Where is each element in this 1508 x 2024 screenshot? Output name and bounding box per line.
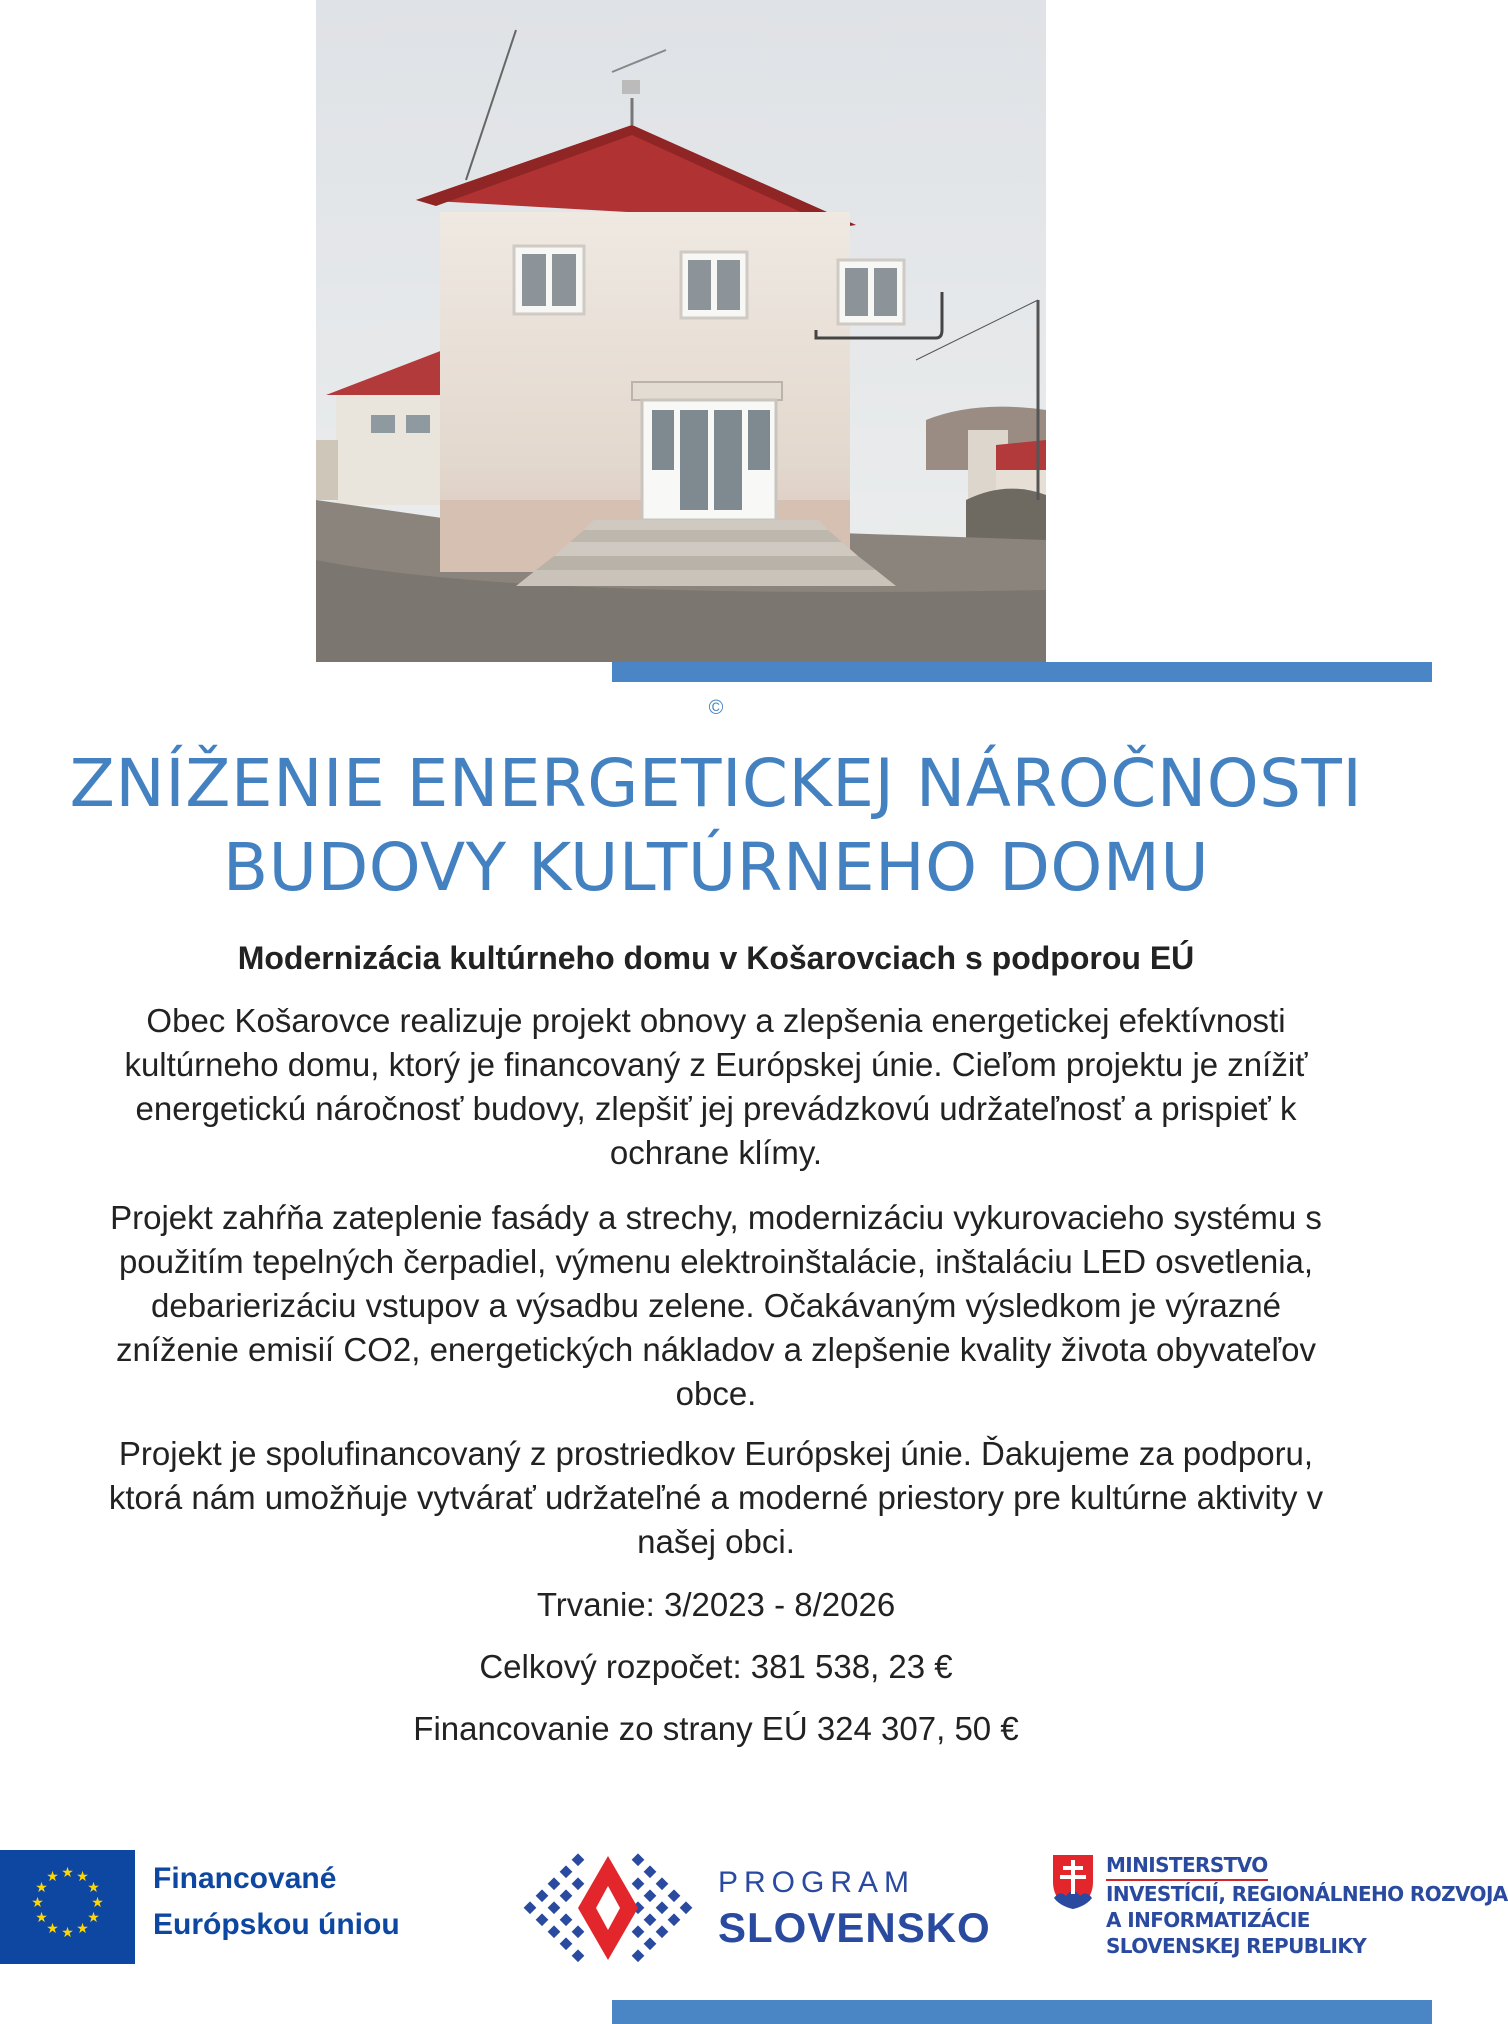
- svg-text:★: ★: [87, 1880, 100, 1896]
- ministry-label: [1106, 1852, 1508, 1959]
- svg-text:★: ★: [31, 1895, 44, 1911]
- svg-text:★: ★: [61, 1865, 74, 1881]
- svg-text:★: ★: [76, 1921, 89, 1937]
- ministry-line-2: INVESTÍCIÍ, REGIONÁLNEHO ROZVOJA: [1106, 1882, 1508, 1906]
- program-slovensko-logo: [516, 1848, 706, 1970]
- ministry-line-3: A INFORMATIZÁCIE: [1106, 1908, 1310, 1932]
- ministry-line-4: SLOVENSKEJ REPUBLIKY: [1106, 1934, 1367, 1958]
- copyright-mark: ©: [708, 697, 724, 719]
- svg-text:★: ★: [91, 1895, 104, 1911]
- svg-text:★: ★: [76, 1869, 89, 1885]
- duration-text: Trvanie: 3/2023 - 8/2026: [536, 1586, 896, 1623]
- svg-text:★: ★: [35, 1910, 48, 1926]
- slovensko-label: SLOVENSKO: [718, 1904, 991, 1951]
- title-line-1: ZNÍŽENIE ENERGETICKEJ NÁROČNOSTI: [69, 745, 1363, 822]
- eu-flag-icon: [0, 1850, 135, 1964]
- svg-text:★: ★: [46, 1921, 59, 1937]
- svg-text:★: ★: [87, 1910, 100, 1926]
- budget-text: Celkový rozpočet: 381 538, 23 €: [479, 1648, 953, 1685]
- subtitle: Modernizácia kultúrneho domu v Košarovciach s podporou EÚ: [237, 940, 1195, 976]
- slovak-coat-of-arms-icon: [1050, 1852, 1096, 1912]
- program-label: PROGRAM: [718, 1866, 916, 1899]
- eu-label-line-2: Európskou úniou: [153, 1908, 400, 1941]
- accent-bar-top: [612, 662, 1432, 682]
- paragraph-intro: Obec Košarovce realizuje projekt obnovy a zlepšenia energetickej efektívnosti kultúrneho domu, ktorý je financovaný z Európskej únie. Cieľom projektu je znížiť energetickú náročnosť budovy, zlepšiť jej prevádzkovú udržateľnosť a prispieť k ochrane klímy.: [124, 1002, 1308, 1171]
- paragraph-thanks: Projekt je spolufinancovaný z prostriedkov Európskej únie. Ďakujeme za podporu, ktorá nám umožňuje vytvárať udržateľné a moderné priestory pre kultúrne aktivity v našej obci.: [108, 1435, 1324, 1560]
- page-title: [40, 742, 1392, 910]
- eu-funding-label: [153, 1856, 453, 1948]
- paragraph-scope: Projekt zahŕňa zateplenie fasády a strechy, modernizáciu vykurovacieho systému s použitím tepelných čerpadiel, výmenu elektroinštalácie, inštaláciu LED osvetlenia, debarierizáciu vstupov a výsadbu zelene. Očakávaným výsledkom je výrazné zníženie emisií CO2, energetických nákladov a zlepšenie kvality života obyvateľov obce.: [110, 1199, 1322, 1412]
- title-line-2: BUDOVY KULTÚRNEHO DOMU: [222, 829, 1210, 906]
- svg-text:★: ★: [61, 1925, 74, 1941]
- eu-label-line-1: Financované: [153, 1862, 337, 1895]
- building-photo: [316, 0, 1046, 662]
- svg-text:★: ★: [35, 1880, 48, 1896]
- ministry-line-1: MINISTERSTVO: [1106, 1852, 1268, 1881]
- svg-text:★: ★: [46, 1869, 59, 1885]
- eu-funding-text: Financovanie zo strany EÚ 324 307, 50 €: [413, 1710, 1019, 1747]
- accent-bar-bottom: [612, 2000, 1432, 2024]
